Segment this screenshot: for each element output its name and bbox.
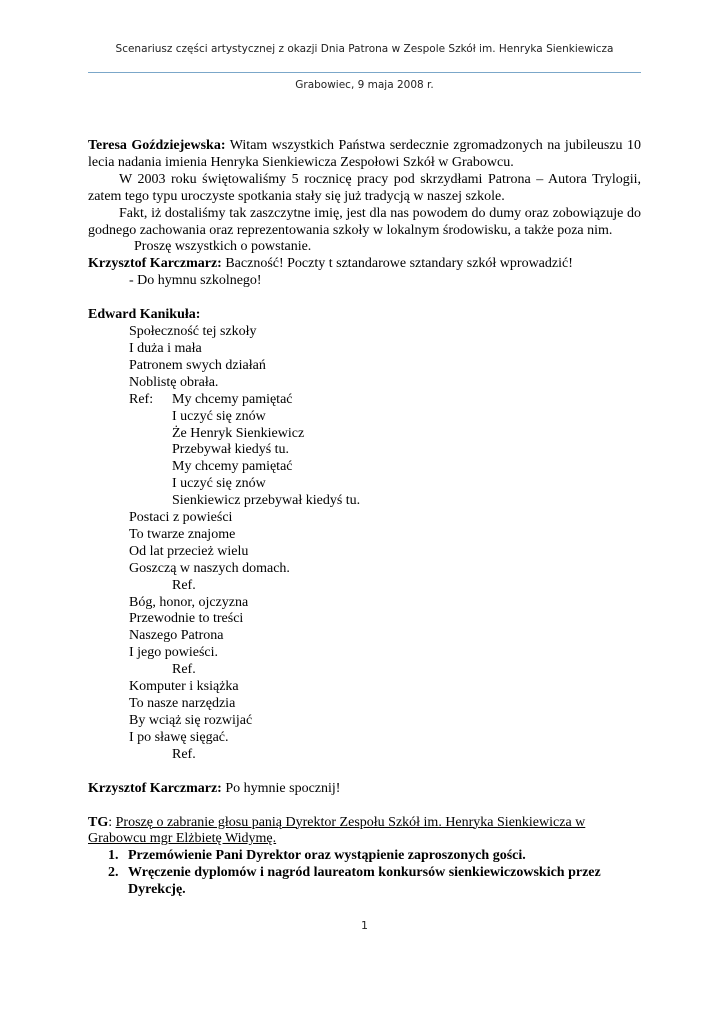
speaker-name: Krzysztof Karczmarz: xyxy=(88,780,222,796)
poem-line: By wciąż się rozwijać xyxy=(129,712,253,728)
list-item-text: Wręczenie dyplomów i nagród laureatom konkursów sienkiewiczowskich przez Dyrekcję. xyxy=(128,865,601,898)
tg-text: Proszę o zabranie głosu panią Dyrektor Zespołu Szkół im. Henryka Sienkiewicza w Grabowcu mgr Elżbietę Widymę. xyxy=(88,814,586,847)
speech-line xyxy=(88,781,641,798)
speech-line xyxy=(88,256,641,273)
refrain-line: Przebywał kiedyś tu. xyxy=(172,442,290,458)
page-header-title: Scenariusz części artystycznej z okazji Dnia Patrona w Zespole Szkół im. Henryka Sienkiewicza xyxy=(115,43,614,55)
poem-line: I jego powieści. xyxy=(129,645,219,661)
refrain-line: Że Henryk Sienkiewicz xyxy=(172,425,305,441)
poem-line: To nasze narzędzia xyxy=(129,696,236,711)
list-item-text: Przemówienie Pani Dyrektor oraz wystąpienie zaproszonych gości. xyxy=(128,848,526,864)
poem-line: I duża i mała xyxy=(129,340,202,356)
dateline: Grabowiec, 9 maja 2008 r. xyxy=(295,79,434,91)
paragraph: Proszę wszystkich o powstanie. xyxy=(134,239,312,255)
refrain-line: My chcemy pamiętać xyxy=(172,391,293,407)
poem-line: Społeczność tej szkoły xyxy=(129,324,257,340)
list-item xyxy=(88,865,641,899)
program-list xyxy=(88,848,641,899)
poem-line: Przewodnie to treści xyxy=(129,611,244,627)
poem-line: Goszczą w naszych domach. xyxy=(129,560,290,576)
poem-line: I po sławę sięgać. xyxy=(129,729,229,745)
refrain-line: I uczyć się znów xyxy=(172,408,266,424)
speaker-name: Edward Kanikuła: xyxy=(88,307,201,323)
page-number: 1 xyxy=(361,919,368,932)
tg-label: TG xyxy=(88,814,109,830)
speech-text: Po hymnie spocznij! xyxy=(221,780,341,796)
refrain-line: Sienkiewicz przebywał kiedyś tu. xyxy=(172,493,361,509)
refrain xyxy=(129,392,641,510)
refrain-line: I uczyć się znów xyxy=(172,476,266,492)
refrain-marker: Ref. xyxy=(172,662,196,678)
poem-line xyxy=(129,391,641,409)
header-divider xyxy=(88,72,641,73)
poem-line: Postaci z powieści xyxy=(129,510,233,526)
opening-paragraph xyxy=(88,138,641,172)
list-number: 2. xyxy=(108,865,119,881)
speech-text: Baczność! Poczty t sztandarowe sztandary szkół wprowadzić! xyxy=(221,256,573,272)
speaker-name: Krzysztof Karczmarz: xyxy=(88,256,222,272)
speech-text: Witam wszystkich Państwa serdecznie zgromadzonych na jubileuszu 10 lecia nadania imienia Henryka Sienkiewicza Zespołowi Szkół w Grabowcu. xyxy=(88,138,641,170)
list-number: 1. xyxy=(108,848,119,864)
tg-announcement xyxy=(88,815,641,849)
refrain-line: My chcemy pamiętać xyxy=(172,459,293,475)
poem-line: Noblistę obrała. xyxy=(129,374,219,390)
poem-speaker xyxy=(88,307,641,324)
poem xyxy=(88,324,641,764)
separator: : xyxy=(108,814,116,830)
poem-line: Bóg, honor, ojczyzna xyxy=(129,594,249,610)
list-item xyxy=(88,848,641,865)
poem-line: Od lat przecież wielu xyxy=(129,543,249,559)
speaker-name: Teresa Goździejewska: xyxy=(88,138,226,153)
poem-line: Patronem swych działań xyxy=(129,357,266,373)
paragraph: W 2003 roku świętowaliśmy 5 rocznicę pracy pod skrzydłami Patrona – Autora Trylogii, zatem tego typu uroczyste spotkania stały się już tradycją w naszej szkole. xyxy=(88,171,641,204)
poem-line: Naszego Patrona xyxy=(129,628,224,644)
poem-line: To twarze znajome xyxy=(129,526,236,542)
paragraph: Fakt, iż dostaliśmy tak zaszczytne imię, jest dla nas powodem do dumy oraz zobowiązuje do godnego zachowania oraz reprezentowania szkoły w lokalnym środowisku, a także poza nim. xyxy=(88,205,641,238)
poem-line: Komputer i książka xyxy=(129,679,239,695)
speech-line: - Do hymnu szkolnego! xyxy=(129,273,262,289)
document-body xyxy=(88,138,641,899)
refrain-marker: Ref. xyxy=(172,577,196,593)
refrain-marker: Ref. xyxy=(172,746,196,762)
refrain-label: Ref: xyxy=(129,391,154,407)
